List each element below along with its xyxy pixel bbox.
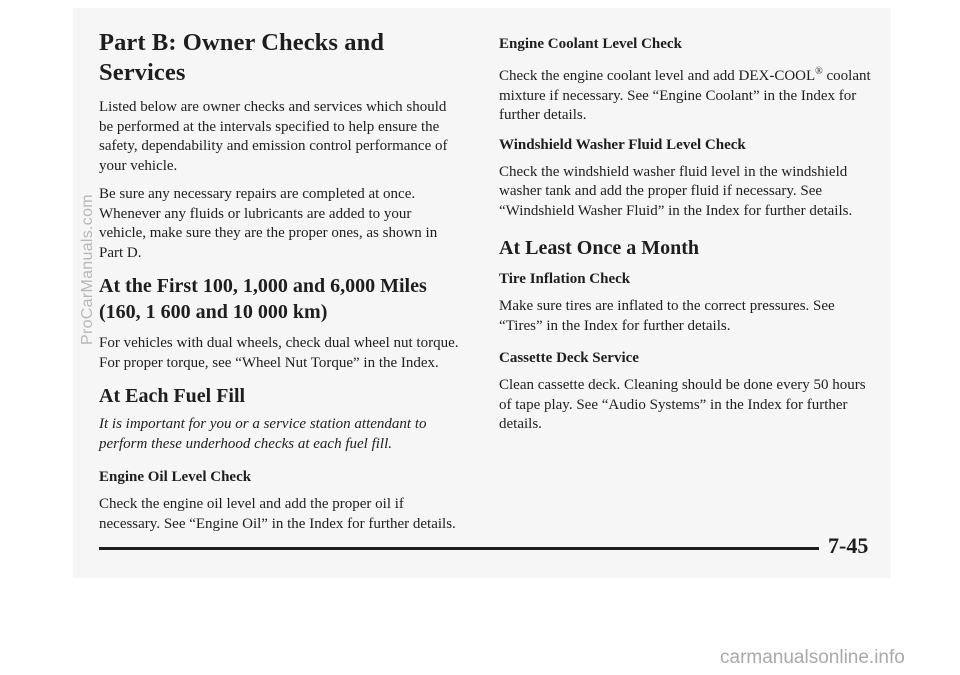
first-miles-heading-line2: (160, 1 600 and 10 000 km) [99,301,328,323]
left-column [99,28,461,543]
fuel-fill-heading: At Each Fuel Fill [99,385,246,407]
washer-heading: Windshield Washer Fluid Level Check [499,136,746,153]
page-title: Part B: Owner Checks and Services [99,29,385,86]
right-column [499,34,879,444]
tire-body: Make sure tires are inflated to the correct pressures. See “Tires” in the Index for further details. [499,298,835,334]
engine-oil-body: Check the engine oil level and add the proper oil if necessary. See “Engine Oil” in the Index for further details. [99,496,456,532]
washer-body: Check the windshield washer fluid level in the windshield washer tank and add the proper fluid if necessary. See “Windshield Washer Fluid” in the Index for further details. [499,163,853,219]
engine-oil-heading: Engine Oil Level Check [99,469,252,485]
cassette-heading: Cassette Deck Service [499,350,639,366]
tire-heading: Tire Inflation Check [499,271,631,287]
footer-watermark: carmanualsonline.info [720,647,905,668]
coolant-body-a: Check the engine coolant level and add DEX-COOL [499,68,816,84]
coolant-heading: Engine Coolant Level Check [499,36,682,52]
registered-mark: ® [815,66,823,77]
intro-paragraph-1: Listed below are owner checks and services which should be performed at the intervals specified to help ensure the safety, dependability and emission control performance of your vehicle. [99,99,448,174]
fuel-fill-note: It is important for you or a service station attendant to perform these underhood checks at each fuel fill. [99,416,427,452]
coolant-body-b: coolant mixture if necessary. See “Engine Coolant” in the Index for further details. [499,68,871,123]
first-miles-body: For vehicles with dual wheels, check dual wheel nut torque. For proper torque, see “Wheel Nut Torque” in the Index. [99,335,459,371]
page-number: 7-45 [828,533,869,558]
cassette-body: Clean cassette deck. Cleaning should be done every 50 hours of tape play. See “Audio Systems” in the Index for further details. [499,377,866,432]
coolant-body [499,62,879,126]
monthly-heading: At Least Once a Month [499,237,699,259]
first-miles-heading-line1: At the First 100, 1,000 and 6,000 Miles [99,275,427,297]
intro-paragraph-2: Be sure any necessary repairs are completed at once. Whenever any fluids or lubricants are added to your vehicle, make sure they are the proper ones, as shown in Part D. [99,186,438,261]
footer-rule [99,547,819,550]
first-miles-heading [99,273,461,325]
side-watermark: ProCarManuals.com [79,194,96,345]
